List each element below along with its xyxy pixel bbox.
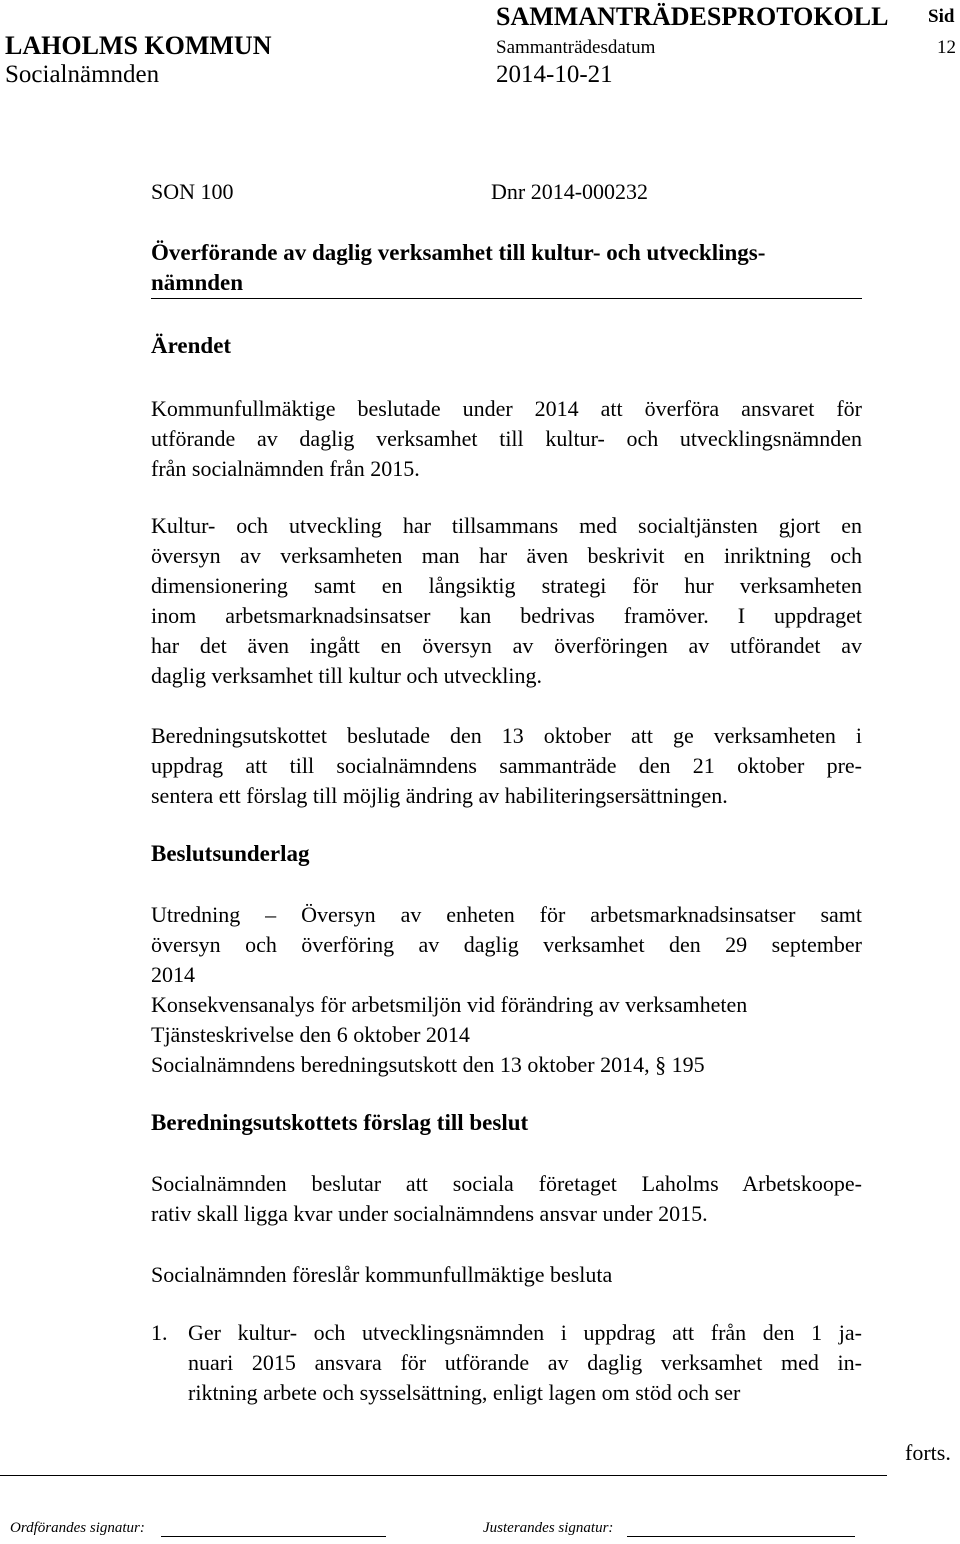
- forslag-paragraph-1: [151, 1169, 862, 1229]
- text-line: från socialnämnden från 2015.: [151, 456, 420, 481]
- text-line: sentera ett förslag till möjlig ändring av habiliteringsersättningen.: [151, 783, 728, 808]
- chair-signature-label: Ordförandes signatur:: [10, 1520, 145, 1536]
- text-line: uppdrag att till socialnämndens sammanträde den 21 oktober pre-: [151, 753, 862, 778]
- organization-name: LAHOLMS KOMMUN: [5, 31, 272, 60]
- title-underline: [151, 298, 862, 299]
- page-label: Sid: [928, 6, 955, 27]
- text-line: Socialnämndens beredningsutskott den 13 oktober 2014, § 195: [151, 1052, 705, 1077]
- footer-rule: [0, 1475, 887, 1476]
- continued-label: forts.: [905, 1440, 951, 1465]
- text-line: utförande av daglig verksamhet till kultur- och utvecklingsnämnden: [151, 426, 862, 451]
- list-item-number: 1.: [151, 1320, 168, 1345]
- adjuster-signature-label: Justerandes signatur:: [483, 1520, 614, 1536]
- text-line: dimensionering samt en långsiktig strategi för hur verksamheten: [151, 573, 862, 598]
- text-line: 2014: [151, 962, 195, 987]
- meeting-date: 2014-10-21: [496, 61, 613, 88]
- text-line: rativ skall ligga kvar under socialnämndens ansvar under 2015.: [151, 1201, 708, 1226]
- page-number: 12: [937, 37, 956, 58]
- forslag-paragraph-2: Socialnämnden föreslår kommunfullmäktige besluta: [151, 1262, 613, 1287]
- case-title-line2: nämnden: [151, 270, 244, 295]
- list-item: [188, 1318, 862, 1408]
- text-line: Tjänsteskrivelse den 6 oktober 2014: [151, 1022, 470, 1047]
- chair-signature-line: [161, 1536, 386, 1537]
- meeting-date-label: Sammanträdesdatum: [496, 37, 656, 58]
- document-type: SAMMANTRÄDESPROTOKOLL: [496, 2, 889, 31]
- heading-arendet: Ärendet: [151, 333, 232, 358]
- text-line: daglig verksamhet till kultur och utveckling.: [151, 663, 543, 688]
- arendet-paragraph-2: [151, 511, 862, 691]
- text-line: Kultur- och utveckling har tillsammans med socialtjänsten gjort en: [151, 513, 862, 538]
- committee-name: Socialnämnden: [5, 61, 160, 88]
- beslutsunderlag-list: [151, 900, 862, 1080]
- text-line: Konsekvensanalys för arbetsmiljön vid förändring av verksamheten: [151, 992, 748, 1017]
- arendet-paragraph-3: [151, 721, 862, 811]
- case-title-line1: Överförande av daglig verksamhet till kultur- och utvecklings-: [151, 240, 766, 265]
- text-line: översyn av verksamheten man har även beskrivit en inriktning och: [151, 543, 862, 568]
- adjuster-signature-line: [627, 1536, 855, 1537]
- text-line: översyn och överföring av daglig verksamhet den 29 september: [151, 932, 862, 957]
- text-line: nuari 2015 ansvara för utförande av daglig verksamhet med in-: [188, 1350, 862, 1375]
- text-line: inom arbetsmarknadsinsatser kan bedrivas framöver. I uppdraget: [151, 603, 862, 628]
- dnr-number: Dnr 2014-000232: [491, 179, 649, 204]
- case-number: SON 100: [151, 179, 234, 204]
- heading-beslutsunderlag: Beslutsunderlag: [151, 841, 310, 866]
- text-line: Kommunfullmäktige beslutade under 2014 att överföra ansvaret för: [151, 396, 862, 421]
- text-line: Beredningsutskottet beslutade den 13 oktober att ge verksamheten i: [151, 723, 862, 748]
- arendet-paragraph-1: [151, 394, 862, 484]
- text-line: Socialnämnden beslutar att sociala företaget Laholms Arbetskoope-: [151, 1171, 862, 1196]
- text-line: Utredning – Översyn av enheten för arbetsmarknadsinsatser samt: [151, 902, 862, 927]
- text-line: har det även ingått en översyn av överföringen av utförandet av: [151, 633, 862, 658]
- text-line: Ger kultur- och utvecklingsnämnden i uppdrag att från den 1 ja-: [188, 1320, 862, 1345]
- text-line: riktning arbete och sysselsättning, enligt lagen om stöd och ser: [188, 1380, 741, 1405]
- heading-forslag: Beredningsutskottets förslag till beslut: [151, 1110, 529, 1135]
